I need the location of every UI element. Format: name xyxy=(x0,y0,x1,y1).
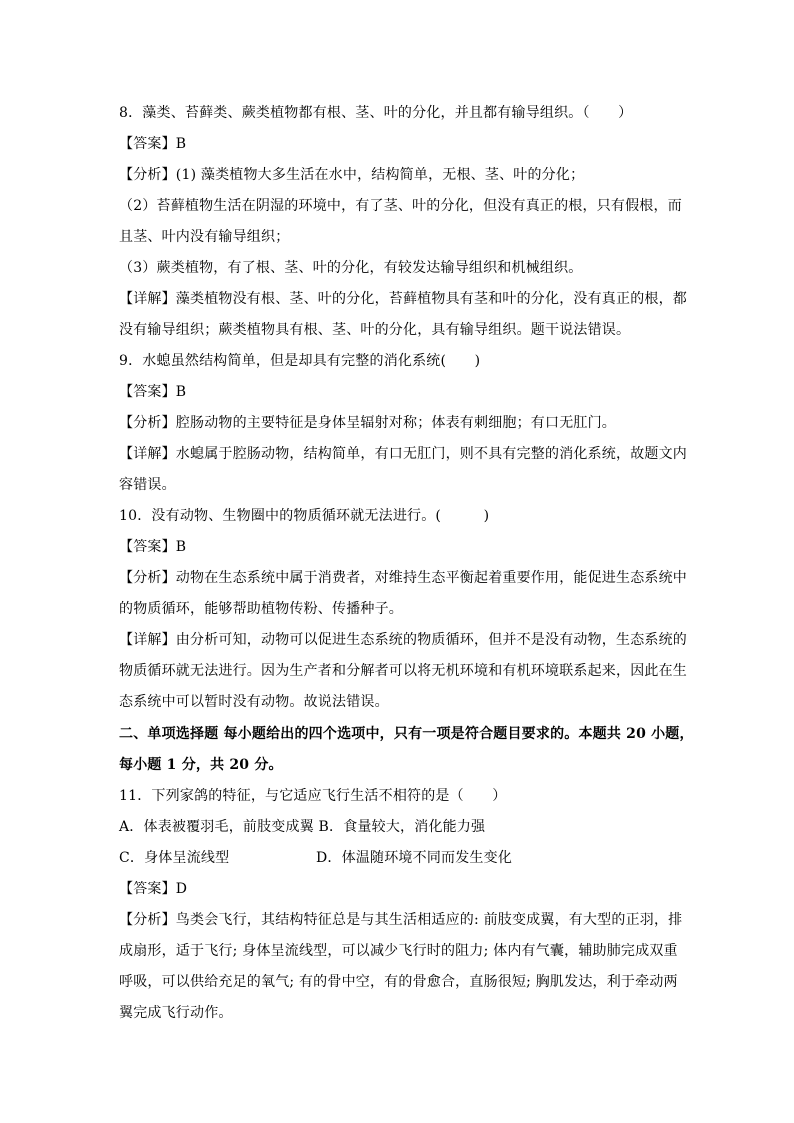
analysis-11-line-1: 【分析】鸟类会飞行，其结构特征总是与其生活相适应的: 前肢变成翼，有大型的正羽，排 xyxy=(119,912,683,928)
section-heading-line-1: 二、单项选择题 每小题给出的四个选项中，只有一项是符合题目要求的。本题共 20 小题， xyxy=(119,726,694,742)
analysis-10-line-2: 的物质循环，能够帮助植物传粉、传播种子。 xyxy=(119,601,403,617)
question-9: 9．水螅虽然结构简单，但是却具有完整的消化系统( ) xyxy=(119,353,481,369)
analysis-11-line-2: 成扇形，适于飞行; 身体呈流线型，可以减少飞行时的阻力; 体内有气囊，辅助肺完成双重 xyxy=(119,943,678,959)
question-10: 10．没有动物、生物圈中的物质循环就无法进行。( ) xyxy=(119,508,490,524)
answer-11: 【答案】D xyxy=(119,881,188,897)
answer-10: 【答案】B xyxy=(119,539,187,555)
analysis-11-line-3: 呼吸，可以供给充足的氧气; 有的骨中空，有的骨愈合，直肠很短; 胸肌发达，利于牵动两 xyxy=(119,974,678,990)
section-heading-line-2: 每小题 1 分，共 20 分。 xyxy=(119,757,283,773)
analysis-8-line-3: 且茎、叶内没有输导组织； xyxy=(119,229,290,245)
detail-10-line-2: 物质循环就无法进行。因为生产者和分解者可以将无机环境和有机环境联系起来，因此在生 xyxy=(119,663,687,679)
detail-8-line-2: 没有输导组织；蕨类植物具有根、茎、叶的分化，具有输导组织。题干说法错误。 xyxy=(119,322,631,338)
analysis-8-line-4: （3）蕨类植物，有了根、茎、叶的分化，有较发达输导组织和机械组织。 xyxy=(119,260,583,276)
detail-9-line-2: 容错误。 xyxy=(119,477,176,493)
answer-9: 【答案】B xyxy=(119,384,187,400)
question-8: 8．藻类、苔藓类、蕨类植物都有根、茎、叶的分化，并且都有输导组织。（ ） xyxy=(119,105,633,121)
analysis-11-line-4: 翼完成飞行动作。 xyxy=(119,1005,233,1021)
detail-10-line-1: 【详解】由分析可知，动物可以促进生态系统的物质循环，但并不是没有动物，生态系统的 xyxy=(119,632,687,648)
option-11-c: C．身体呈流线型 xyxy=(119,850,230,866)
analysis-10-line-1: 【分析】动物在生态系统中属于消费者，对维持生态平衡起着重要作用，能促进生态系统中 xyxy=(119,570,687,586)
answer-8: 【答案】B xyxy=(119,136,187,152)
analysis-8-line-1: 【分析】(1) 藻类植物大多生活在水中，结构简单，无根、茎、叶的分化； xyxy=(119,167,585,183)
option-11-d: D．体温随环境不同而发生变化 xyxy=(316,850,513,866)
question-11: 11．下列家鸽的特征，与它适应飞行生活不相符的是（ ） xyxy=(119,788,507,804)
detail-10-line-3: 态系统中可以暂时没有动物。故说法错误。 xyxy=(119,694,389,710)
detail-8-line-1: 【详解】藻类植物没有根、茎、叶的分化，苔藓植物具有茎和叶的分化，没有真正的根，都 xyxy=(119,291,687,307)
options-11-ab: A．体表被覆羽毛，前肢变成翼 B．食量较大，消化能力强 xyxy=(119,819,486,835)
analysis-8-line-2: （2）苔藓植物生活在阴湿的环境中，有了茎、叶的分化，但没有真正的根，只有假根，而 xyxy=(119,198,682,214)
analysis-9: 【分析】腔肠动物的主要特征是身体呈辐射对称；体表有刺细胞；有口无肛门。 xyxy=(119,415,616,431)
detail-9-line-1: 【详解】水螅属于腔肠动物，结构简单，有口无肛门，则不具有完整的消化系统，故题文内 xyxy=(119,446,687,462)
